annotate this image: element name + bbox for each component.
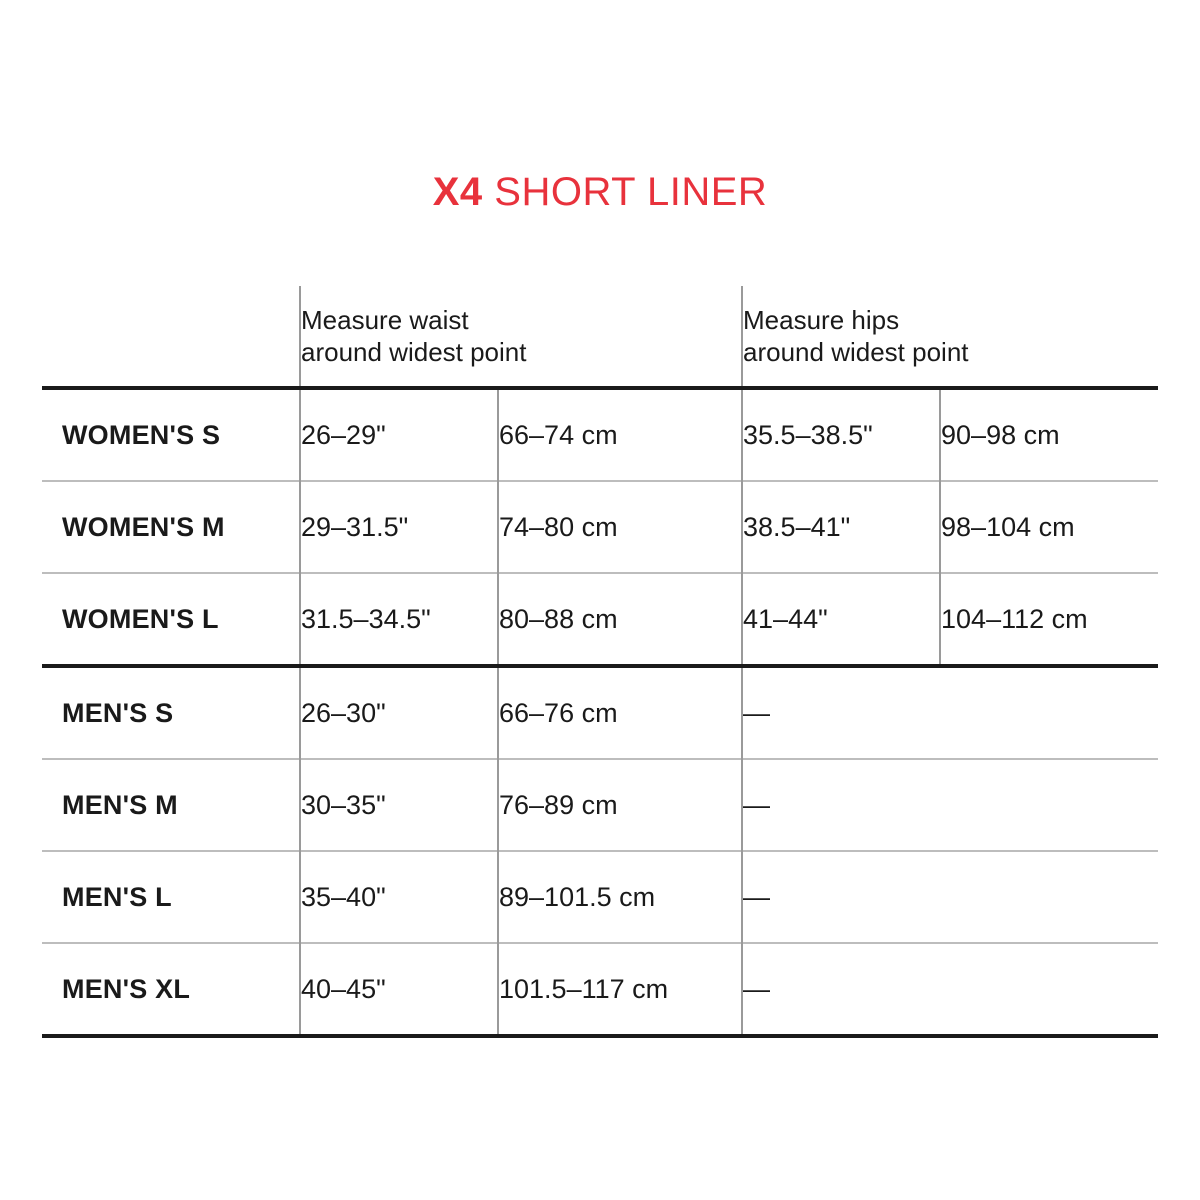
- title-rest: SHORT LINER: [482, 170, 768, 214]
- row-waist-in: 40–45": [300, 943, 498, 1036]
- table-row: [42, 943, 1158, 1036]
- row-waist-in: 31.5–34.5": [300, 573, 498, 666]
- row-waist-cm: 74–80 cm: [498, 481, 742, 573]
- row-hips-in: —: [742, 943, 940, 1036]
- row-hips-cm: [940, 666, 1158, 759]
- row-hips-cm: 90–98 cm: [940, 388, 1158, 481]
- table-row: [42, 666, 1158, 759]
- table-header-row: [42, 286, 1158, 388]
- header-hips: [742, 286, 1158, 388]
- row-waist-cm: 76–89 cm: [498, 759, 742, 851]
- header-hips-line2: around widest point: [743, 337, 969, 367]
- page-title: [0, 170, 1200, 215]
- row-hips-cm: 104–112 cm: [940, 573, 1158, 666]
- row-waist-in: 35–40": [300, 851, 498, 943]
- row-waist-in: 26–30": [300, 666, 498, 759]
- row-hips-cm: [940, 943, 1158, 1036]
- row-size-label: WOMEN'S S: [42, 388, 300, 481]
- table-row: [42, 388, 1158, 481]
- table-row: [42, 481, 1158, 573]
- row-waist-cm: 66–74 cm: [498, 388, 742, 481]
- row-hips-in: 38.5–41": [742, 481, 940, 573]
- row-hips-in: —: [742, 851, 940, 943]
- header-waist-line2: around widest point: [301, 337, 527, 367]
- header-waist: [300, 286, 742, 388]
- row-hips-cm: [940, 759, 1158, 851]
- table-row: [42, 759, 1158, 851]
- row-size-label: MEN'S S: [42, 666, 300, 759]
- row-waist-cm: 101.5–117 cm: [498, 943, 742, 1036]
- row-size-label: MEN'S L: [42, 851, 300, 943]
- table-row: [42, 851, 1158, 943]
- brand-name: X4: [432, 170, 483, 214]
- row-size-label: WOMEN'S L: [42, 573, 300, 666]
- row-size-label: WOMEN'S M: [42, 481, 300, 573]
- row-waist-cm: 80–88 cm: [498, 573, 742, 666]
- row-hips-cm: [940, 851, 1158, 943]
- row-waist-in: 29–31.5": [300, 481, 498, 573]
- row-waist-in: 26–29": [300, 388, 498, 481]
- row-size-label: MEN'S XL: [42, 943, 300, 1036]
- row-hips-in: 35.5–38.5": [742, 388, 940, 481]
- size-table: [42, 286, 1158, 1038]
- row-hips-cm: 98–104 cm: [940, 481, 1158, 573]
- header-waist-line1: Measure waist: [301, 305, 469, 335]
- size-table-wrapper: [42, 286, 1158, 1038]
- header-hips-line1: Measure hips: [743, 305, 900, 335]
- row-hips-in: —: [742, 759, 940, 851]
- table-row: [42, 573, 1158, 666]
- row-waist-in: 30–35": [300, 759, 498, 851]
- row-waist-cm: 89–101.5 cm: [498, 851, 742, 943]
- row-size-label: MEN'S M: [42, 759, 300, 851]
- header-size-blank: [42, 286, 300, 388]
- row-waist-cm: 66–76 cm: [498, 666, 742, 759]
- row-hips-in: 41–44": [742, 573, 940, 666]
- row-hips-in: —: [742, 666, 940, 759]
